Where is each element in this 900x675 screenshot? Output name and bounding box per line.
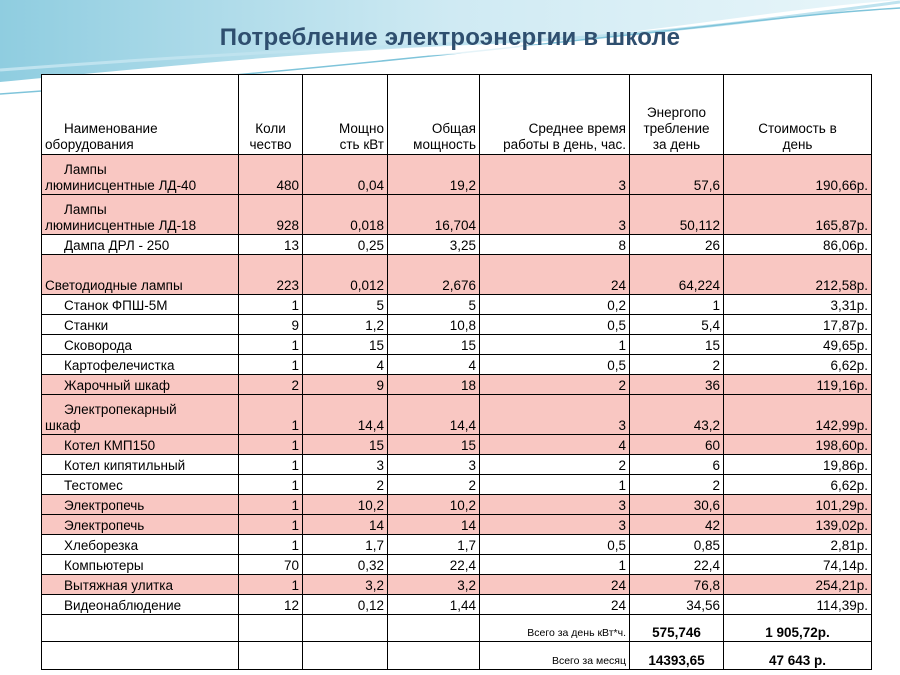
header-power: Мощно сть кВт: [303, 75, 388, 155]
energy-cell: 1: [630, 295, 724, 315]
header-avg-hours: Среднее время работы в день, час.: [480, 75, 630, 155]
total-power-cell: 1,44: [388, 595, 480, 615]
equipment-name-cell: Котел КМП150: [42, 435, 239, 455]
equipment-name-cell: Электропечь: [42, 515, 239, 535]
hours-cell: 3: [480, 515, 630, 535]
power-cell: 0,12: [303, 595, 388, 615]
energy-cell: 0,85: [630, 535, 724, 555]
table-row: [42, 395, 872, 435]
cost-cell: 142,99р.: [724, 395, 872, 435]
quantity-cell: 480: [239, 155, 303, 195]
power-cell: 3: [303, 455, 388, 475]
hours-cell: 4: [480, 435, 630, 455]
energy-cell: 26: [630, 235, 724, 255]
cost-cell: 74,14р.: [724, 555, 872, 575]
cost-cell: 2,81р.: [724, 535, 872, 555]
equipment-name-cell: Лампы люминисцентные ЛД-40: [42, 155, 239, 195]
energy-cell: 5,4: [630, 315, 724, 335]
cost-cell: 198,60р.: [724, 435, 872, 455]
hours-cell: 0,2: [480, 295, 630, 315]
total-power-cell: 18: [388, 375, 480, 395]
quantity-cell: 1: [239, 355, 303, 375]
energy-cell: 6: [630, 455, 724, 475]
cost-cell: 212,58р.: [724, 255, 872, 295]
equipment-name-cell: Картофелечистка: [42, 355, 239, 375]
cost-cell: 101,29р.: [724, 495, 872, 515]
energy-cell: 22,4: [630, 555, 724, 575]
power-cell: 0,25: [303, 235, 388, 255]
power-cell: 15: [303, 335, 388, 355]
hours-cell: 0,5: [480, 355, 630, 375]
quantity-cell: 70: [239, 555, 303, 575]
table-row: [42, 495, 872, 515]
quantity-cell: 1: [239, 395, 303, 435]
table-row: [42, 515, 872, 535]
hours-cell: 1: [480, 555, 630, 575]
hours-cell: 3: [480, 495, 630, 515]
power-cell: 0,018: [303, 195, 388, 235]
cost-cell: 165,87р.: [724, 195, 872, 235]
total-power-cell: 15: [388, 435, 480, 455]
total-power-cell: 10,2: [388, 495, 480, 515]
energy-cell: 60: [630, 435, 724, 455]
energy-cell: 43,2: [630, 395, 724, 435]
equipment-name-cell: Вытяжная улитка: [42, 575, 239, 595]
total-power-cell: 3: [388, 455, 480, 475]
quantity-cell: 928: [239, 195, 303, 235]
hours-cell: 2: [480, 375, 630, 395]
equipment-name-cell: Электропечь: [42, 495, 239, 515]
total-power-cell: 16,704: [388, 195, 480, 235]
total-power-cell: 10,8: [388, 315, 480, 335]
cost-cell: 17,87р.: [724, 315, 872, 335]
quantity-cell: 2: [239, 375, 303, 395]
table-row: [42, 435, 872, 455]
energy-cell: 64,224: [630, 255, 724, 295]
quantity-cell: 12: [239, 595, 303, 615]
total-power-cell: 14,4: [388, 395, 480, 435]
table-row: [42, 595, 872, 615]
totals-cost: 1 905,72р.: [724, 615, 872, 642]
quantity-cell: 1: [239, 495, 303, 515]
power-cell: 3,2: [303, 575, 388, 595]
energy-cell: 30,6: [630, 495, 724, 515]
hours-cell: 24: [480, 255, 630, 295]
equipment-name-cell: Видеонаблюдение: [42, 595, 239, 615]
equipment-name-cell: Сковорода: [42, 335, 239, 355]
cost-cell: 86,06р.: [724, 235, 872, 255]
energy-cell: 76,8: [630, 575, 724, 595]
header-equipment-name: Наименование оборудования: [42, 75, 239, 155]
total-power-cell: 1,7: [388, 535, 480, 555]
equipment-name-cell: Хлеборезка: [42, 535, 239, 555]
total-power-cell: 14: [388, 515, 480, 535]
quantity-cell: 13: [239, 235, 303, 255]
equipment-name-cell: Станок ФПШ-5М: [42, 295, 239, 315]
energy-cell: 2: [630, 355, 724, 375]
power-cell: 1,2: [303, 315, 388, 335]
total-power-cell: 2: [388, 475, 480, 495]
table-row: [42, 475, 872, 495]
cost-cell: 119,16р.: [724, 375, 872, 395]
page-title: Потребление электроэнергии в школе: [219, 24, 681, 51]
totals-label: Всего за день кВт*ч.: [480, 615, 630, 642]
energy-cell: 15: [630, 335, 724, 355]
energy-cell: 57,6: [630, 155, 724, 195]
equipment-name-cell: Светодиодные лампы: [42, 255, 239, 295]
quantity-cell: 1: [239, 575, 303, 595]
header-quantity: Коли чество: [239, 75, 303, 155]
total-power-cell: 19,2: [388, 155, 480, 195]
hours-cell: 8: [480, 235, 630, 255]
quantity-cell: 1: [239, 295, 303, 315]
quantity-cell: 223: [239, 255, 303, 295]
equipment-name-cell: Жарочный шкаф: [42, 375, 239, 395]
hours-cell: 3: [480, 395, 630, 435]
power-cell: 4: [303, 355, 388, 375]
hours-cell: 1: [480, 335, 630, 355]
hours-cell: 0,5: [480, 315, 630, 335]
total-power-cell: 2,676: [388, 255, 480, 295]
table-row: [42, 295, 872, 315]
totals-cost: 47 643 р.: [724, 642, 872, 670]
cost-cell: 114,39р.: [724, 595, 872, 615]
total-power-cell: 3,25: [388, 235, 480, 255]
equipment-name-cell: Тестомес: [42, 475, 239, 495]
power-cell: 9: [303, 375, 388, 395]
power-cell: 14: [303, 515, 388, 535]
quantity-cell: 9: [239, 315, 303, 335]
table-row: [42, 535, 872, 555]
table-row: [42, 555, 872, 575]
table-row: [42, 235, 872, 255]
totals-row: [42, 615, 872, 642]
total-power-cell: 15: [388, 335, 480, 355]
table-row: [42, 195, 872, 235]
power-cell: 0,012: [303, 255, 388, 295]
cost-cell: 6,62р.: [724, 475, 872, 495]
table-row: [42, 375, 872, 395]
equipment-name-cell: Дампа ДРЛ - 250: [42, 235, 239, 255]
header-energy-per-day: Энергопо требление за день: [630, 75, 724, 155]
cost-cell: 190,66р.: [724, 155, 872, 195]
table-row: [42, 315, 872, 335]
cost-cell: 19,86р.: [724, 455, 872, 475]
equipment-name-cell: Электропекарный шкаф: [42, 395, 239, 435]
totals-energy: 14393,65: [630, 642, 724, 670]
equipment-name-cell: Лампы люминисцентные ЛД-18: [42, 195, 239, 235]
hours-cell: 1: [480, 475, 630, 495]
cost-cell: 3,31р.: [724, 295, 872, 315]
cost-cell: 6,62р.: [724, 355, 872, 375]
header-cost-per-day: Стоимость в день: [724, 75, 872, 155]
quantity-cell: 1: [239, 475, 303, 495]
table-row: [42, 355, 872, 375]
power-cell: 1,7: [303, 535, 388, 555]
power-cell: 2: [303, 475, 388, 495]
hours-cell: 3: [480, 155, 630, 195]
energy-cell: 36: [630, 375, 724, 395]
totals-row: [42, 642, 872, 670]
hours-cell: 3: [480, 195, 630, 235]
table-row: [42, 255, 872, 295]
quantity-cell: 1: [239, 535, 303, 555]
table-row: [42, 335, 872, 355]
power-cell: 0,32: [303, 555, 388, 575]
total-power-cell: 5: [388, 295, 480, 315]
energy-cell: 34,56: [630, 595, 724, 615]
hours-cell: 24: [480, 575, 630, 595]
hours-cell: 0,5: [480, 535, 630, 555]
power-cell: 10,2: [303, 495, 388, 515]
quantity-cell: 1: [239, 455, 303, 475]
cost-cell: 139,02р.: [724, 515, 872, 535]
equipment-name-cell: Станки: [42, 315, 239, 335]
header-total-power: Общая мощность: [388, 75, 480, 155]
total-power-cell: 4: [388, 355, 480, 375]
hours-cell: 24: [480, 595, 630, 615]
energy-cell: 2: [630, 475, 724, 495]
header-row: [42, 75, 872, 155]
power-cell: 0,04: [303, 155, 388, 195]
energy-cell: 42: [630, 515, 724, 535]
power-cell: 15: [303, 435, 388, 455]
electricity-consumption-table: [41, 74, 872, 670]
hours-cell: 2: [480, 455, 630, 475]
table-row: [42, 455, 872, 475]
total-power-cell: 22,4: [388, 555, 480, 575]
equipment-name-cell: Компьютеры: [42, 555, 239, 575]
equipment-name-cell: Котел кипятильный: [42, 455, 239, 475]
table-row: [42, 155, 872, 195]
cost-cell: 49,65р.: [724, 335, 872, 355]
totals-energy: 575,746: [630, 615, 724, 642]
energy-cell: 50,112: [630, 195, 724, 235]
total-power-cell: 3,2: [388, 575, 480, 595]
table-row: [42, 575, 872, 595]
quantity-cell: 1: [239, 335, 303, 355]
totals-label: Всего за месяц: [480, 642, 630, 670]
quantity-cell: 1: [239, 515, 303, 535]
power-cell: 5: [303, 295, 388, 315]
cost-cell: 254,21р.: [724, 575, 872, 595]
power-cell: 14,4: [303, 395, 388, 435]
quantity-cell: 1: [239, 435, 303, 455]
